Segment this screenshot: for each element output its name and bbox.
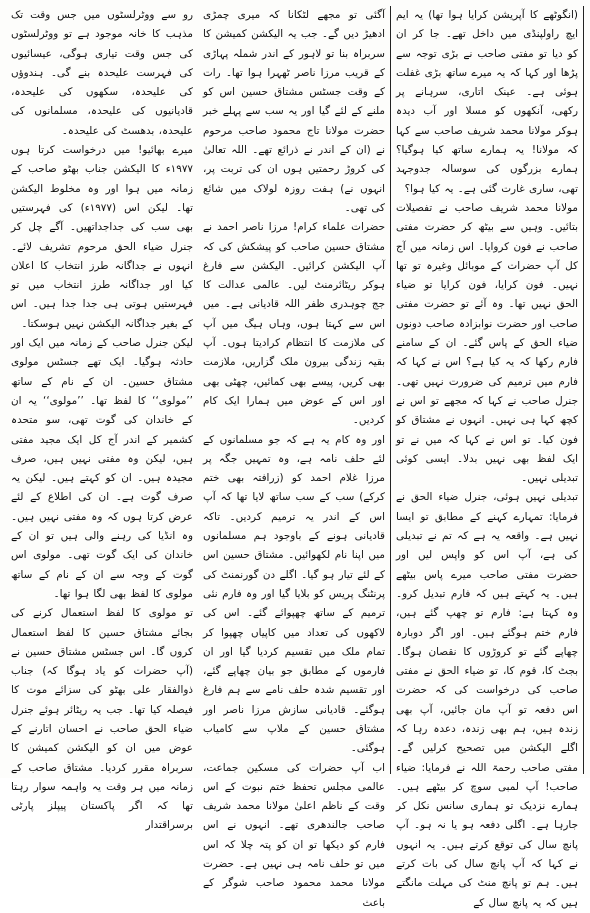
paragraph: (انگوٹھے کا آپریشن کرایا ہوا تھا) یہ ایم ایچ راولپنڈی میں داخل تھے۔ جا کر ان کو دیا تو مفتی صاحب نے بڑی توجہ سے پڑھا اور کہا کہ یہ میرے ساتھ بڑی غفلت ہوئی ہے۔ عینک اتاری، سرہانے پر رکھی، آنکھوں کو مسلا اور آب دیدہ ہوکر مولانا محمد شریف صاحب سے کہا کہ مولانا! یہ ہمارے ساتھ کیا ہوگیا؟ ہمارے بزرگوں کی سوسالہ جدوجہد تھی، ساری غارت گئی ہے۔ یہ کیا ہوا؟ (396, 9, 578, 195)
text-column-right (6, 6, 198, 832)
paragraph: تو مولوی کا لفظ استعمال کرنے کی بجائے مشتاق حسین کا لفظ استعمال کروں گا۔ اس جسٹس مشتاق حسین نے (آپ حضرات کو یاد ہوگا کہ) جناب ذوالفقار علی بھٹو کی سزائے موت کا فیصلہ کیا تھا۔ جب یہ ریٹائر ہوئے جنرل ضیاء الحق صاحب نے احسان اتارنے کے عوض میں ان کو الیکشن کمیشن کا سربراہ مقرر کردیا۔ مشتاق صاحب کے زمانہ میں ہر وقت یہ واہمہ سوار رہتا تھا کہ اگر پاکستان پیپلز پارٹی برسراقتدار (11, 607, 193, 832)
paragraph: اور وہ کام یہ ہے کہ جو مسلمانوں کے لئے حلف نامہ ہے، وہ تمہیں جگہ پر مرزا غلام احمد کو (زرافتہ بھی ختم کرکے) سب کے سب ساتھ لایا تھا کہ آپ اس کے اندر یہ ترمیم کردیں۔ تاکہ قادیانی ہونے کے باوجود ہم مسلمانوں میں اپنا نام لکھوائیں۔ مشتاق حسین اس کے لئے تیار ہو گیا۔ اگلے دن گورنمنٹ کی پرنٹنگ پریس کو بلایا گیا اور وہ فارم نئی ترمیم کے ساتھ چھپوائے گئے۔ اس کی لاکھوں کی تعداد میں کاپیاں چھپوا کر تمام ملک میں تقسیم کردیا گیا اور ان فارموں کے مطابق جو بیان چھاپے گئے، اور تقسیم شدہ حلف نامے سے ہم فارغ ہوگئے۔ قادیانی سازش مرزا ناصر اور مشتاق حسین کے ملاپ سے کامیاب ہوگئی۔ (203, 433, 385, 755)
paragraph: رو سے ووٹرلسٹوں میں جس وقت تک مذہب کا خانہ موجود ہے تو ووٹرلسٹوں کی جس وقت تیاری ہوگی، عیسائیوں کی فہرست علیحدہ بنے گی۔ ہندوؤں کی علیحدہ، سکھوں کی علیحدہ، قادیانیوں کی علیحدہ، مسلمانوں کی علیحدہ، بدھسٹ کی علیحدہ۔ (11, 9, 193, 137)
text-column-middle (198, 6, 391, 909)
paragraph: میرے بھائیو! میں درخواست کرتا ہوں ۱۹۷۷ء کا الیکشن جناب بھٹو صاحب کے زمانہ میں ہوا اور وہ مخلوط الیکشن تھا۔ لیکن اس (۱۹۷۷ء) کی فہرستیں بھی سب کی جداجداتھیں۔ آگے چل کر جنرل ضیاء الحق مرحوم تشریف لائے۔ انہوں نے جداگانہ طرز انتخاب کا اعلان کیا اور جداگانہ طرز انتخاب میں تو فہرستیں ہوتی ہی جدا جدا ہیں۔ اس کے بغیر جداگانہ الیکشن نہیں ہوسکتا۔ (11, 144, 194, 330)
paragraph: تبدیلی نہیں ہوئی، جنرل ضیاء الحق نے فرمایا: تمہارے کہنے کے مطابق تو ایسا نہیں ہے۔ واقعہ یہ ہے کہ تم نے تبدیلی کی ہے، آپ اس کو واپس لیں اور حضرت مفتی صاحب میرے پاس بیٹھے ہیں۔ یہ کہتے ہیں کہ فارم تبدیل کرو۔ وہ کہتا ہے: فارم تو چھپ گئے ہیں، فارم ختم ہوگئے ہیں۔ اور اگر دوبارہ چھاپے گئے تو کروڑوں کا نقصان ہوگا۔ بجٹ کا، قوم کا، تو ضیاء الحق نے مفتی صاحب کی درخواست کی کہ حضرت اس دفعہ تو آپ مان جائیں، آپ بھی زندہ ہیں، ہم بھی زندہ، دعدہ رہا کہ اگلے الیکشن میں تصحیح کرلیں گے۔ مفتی صاحب رحمۃ اللہ نے فرمایا: ضیاء صاحب! آپ لمبی سوچ کر بیٹھے ہیں۔ ہمارے نزدیک تو ہماری سانس نکل کر جارہا ہے۔ اگلی دفعہ ہو یا نہ ہو۔ آپ پانچ سال کی توقع کرتے ہیں۔ یہ انہوں نے کہا کہ آپ پانچ سال کی بات کرتے ہیں۔ ہم تو پانچ منٹ کی مہلت مانگتے ہیں کہ یہ پانچ سال کے (396, 491, 578, 909)
paragraph: حضرات علماء کرام! مرزا ناصر احمد نے مشتاق حسین صاحب کو پیشکش کی کہ آپ الیکشن کرائیں۔ الیکشن سے فارغ ہوکر ریٹائرمنٹ لیں۔ عالمی عدالت کا جج چوہدری ظفر اللہ قادیانی ہے۔ میں اس سے کہتا ہوں، وہاں ہیگ میں آپ کی ملازمت کا انتظام کرادیتا ہوں۔ آپ بقیہ زندگی بیرون ملک گزاریں، ملازمت بھی کریں، پیسے بھی کمائیں، چھٹی بھی اور اس کے عوض میں ہمارا ایک کام کردیں۔ (203, 221, 385, 427)
paragraph: لیکن جنرل صاحب کے زمانہ میں ایک اور حادثہ ہوگیا۔ ایک تھے جسٹس مولوی مشتاق حسین۔ ان کے نام کے ساتھ ’’مولوی‘‘ کا لفظ تھا۔ ’’مولوی‘‘ یہ ان کے خاندان کی گوت تھی، سو متحدہ کشمیر کے اندر آج کل ایک مجید مفتی ہیں، لیکن وہ مفتی نہیں ہیں، صرف مجیدہ ہیں۔ ان کو کہتے ہیں۔ لیکن یہ صرف گوت ہے۔ ان کی اطلاع کے لئے عرض کرتا ہوں کہ وہ مفتی نہیں ہیں۔ وہ انڈیا کی رہنے والی ہیں تو ان کے خاندان کی ایک گوت تھی۔ مولوی اس گوت کے وجہ سے ان کے نام کے ساتھ مولوی کا لفظ بھی لگا ہوا تھا۔ (11, 337, 193, 600)
paragraph: مولانا محمد شریف صاحب نے تفصیلات بتائیں۔ وہیں سے بیٹھ کر حضرت مفتی صاحب نے فون کروایا۔ اس زمانہ میں آج کل آپ حضرات کے موبائل وغیرہ تو تھا نہیں۔ فون کرایا، فون کرایا تو ضیاء الحق نہیں تھا۔ وہ آئے تو حضرت مفتی صاحب اور حضرت نوابزادہ صاحب دونوں ضیاء الحق کے پاس گئے۔ ان کے سامنے فارم رکھا کہ یہ کیا ہے؟ اس نے کہا کہ فارم میں ترمیم کی ضرورت نہیں تھی۔ جنرل صاحب نے کہا کہ مجھے تو اس نے کچھ کہا ہی نہیں۔ انہوں نے مشتاق کو فون کیا۔ تو اس نے کہا کہ میں نے تو ایک لفظ بھی نہیں بدلا۔ ایسی کوئی تبدیلی نہیں۔ (396, 201, 578, 485)
paragraph: آگئی تو مجھے لٹکانا کہ میری چمڑی ادھیڑ دیں گے۔ جب یہ الیکشن کمیشن کا سربراہ بنا تو لاہور کے اندر شملہ پہاڑی کے قریب مرزا ناصر ٹھہرا ہوا تھا۔ رات کے وقت جسٹس مشتاق حسین اس کو ملنے کے لئے گیا اور یہ سب سے پہلے خبر حضرت مولانا تاج محمود صاحب مرحوم نے (ان کے اندر نے ذرائع تھے۔ اللہ تعالیٰ کی کروڑ رحمتیں ہوں ان کی تربت پر، انہوں نے) ہفت روزہ لولاک میں شائع کی تھی۔ (203, 9, 385, 214)
text-column-left (391, 6, 584, 909)
paragraph: اب آپ حضرات کی مسکین جماعت، عالمی مجلس تحفظ ختم نبوت کے اس وقت کے ناظم اعلیٰ مولانا محمد شریف صاحب جالندھری تھے۔ انہوں نے اس فارم کو دیکھا تو ان کو پتہ چلا کہ اس میں تو حلف نامہ ہی نہیں ہے۔ حضرت مولانا محمد محمود صاحب شوگر کے باعث (203, 761, 385, 909)
